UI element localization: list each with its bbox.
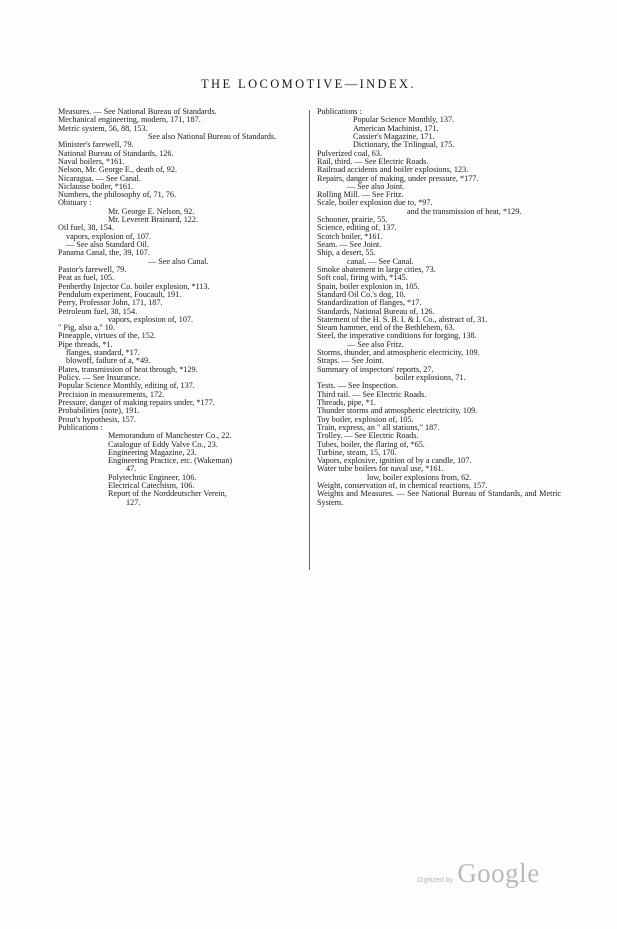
watermark-prefix: Digitized by [417,877,454,884]
index-entry: Tests. — See Inspection. [317,381,399,391]
index-entry: Rolling Mill. — See Fritz. [317,190,404,200]
index-entry: Niclausse boiler, *161. [58,181,134,191]
index-entry: Smoke abatement in large cities, 73. [317,264,436,274]
index-entry: Vapors, explosive, ignition of by a candle, 107. [317,456,472,466]
index-entry: and the transmission of heat, *129. [407,206,522,216]
index-entry: Weights and Measures. — See National Bureau of Standards, and Metric System. [317,489,561,507]
index-entry: Scotch boiler, *161. [317,231,383,241]
index-entry: Scale, boiler explosion due to, *97. [317,198,433,208]
index-entry: Nicaragua. — See Canal. [58,173,141,183]
index-entry: Steel, the imperative conditions for forging, 138. [317,331,477,341]
index-entry: Pulverized coal, 63. [317,148,383,158]
index-entry: Ship, a desert, 55. [317,248,376,258]
index-entry: 127. [126,497,141,507]
index-entry: — See also Joint. [347,181,405,191]
index-entry: flanges, standard, *17. [66,348,140,358]
index-entry: blowoff, failure of a, *49. [66,356,151,366]
index-entry: Science, editing of, 137. [317,223,397,233]
index-entry: Publications : [317,107,362,116]
index-entry: Mechanical engineering, modern, 171, 187. [58,115,201,125]
index-entry: Panama Canal, the, 39, 107. [58,248,150,258]
index-entry: Third rail. — See Electric Roads. [317,389,427,399]
index-entry: Railroad accidents and boiler explosions, 123. [317,165,469,175]
index-entry: vapors, explosion of, 107. [66,231,152,241]
index-entry: Storms, thunder, and atmospheric electricity, 109. [317,348,480,358]
index-entry: Steam hammer, end of the Bethlehem, 63. [317,323,455,333]
index-entry: Policy. — See Insurance. [58,373,141,382]
index-entry: Repairs, danger of making, under pressure, *177. [317,173,479,183]
index-entry: Seam. — See Joint. [317,240,382,249]
index-entry: " Pig, also a," 10. [58,323,115,333]
index-entry: Rail, third. — See Electric Roads. [317,156,429,166]
index-entry: Popular Science Monthly, 137. [353,115,455,125]
index-entry: Catalogue of Eddy Valve Co., 23. [108,439,218,449]
index-entry: boiler explosions, 71. [395,373,466,382]
index-entry: Pendulum experiment, Foucault, 191. [58,289,182,299]
index-entry: Tubes, boiler, the flaring of, *65. [317,439,425,449]
index-entry: Soft coal, firing with, *145. [317,273,408,283]
index-entry: Engineering Magazine, 23. [108,447,197,457]
index-entry: Measures. — See National Bureau of Standards. [58,107,217,116]
index-entry: Engineering Practice, etc. (Wakeman) [108,456,233,466]
index-column-left [58,108,304,507]
index-entry: Statement of the H. S. B. I. & I. Co., abstract of, 31. [317,314,488,324]
index-entry: Dictionary, the Trilingual, 175. [353,140,455,150]
index-entry: Publications : [58,422,103,432]
index-entry: — See also Standard Oil. [66,240,149,249]
index-entry: Oil fuel, 38, 154. [58,223,114,233]
index-column-right [317,108,561,507]
index-entry: Obituary : [58,198,92,208]
index-entry: Pineapple, virtues of the, 152. [58,331,157,341]
index-entry: Numbers, the philosophy of, 71, 76. [58,190,177,200]
index-entry: Train, express, an " all stations," 187. [317,422,440,432]
index-entry: — See also Fritz. [347,339,404,349]
index-entry: Polytechnic Engineer, 106. [108,472,197,482]
index-entry: Minister's farewell, 79. [58,140,134,150]
index-entry: Water tube boilers for naval use, *161. [317,464,444,474]
index-entry: Report of the Norddeutscher Verein, [108,489,227,499]
index-entry: Plates, transmission of heat through, *129. [58,364,198,374]
index-entry: Turbine, steam, 15, 170. [317,447,397,457]
index-entry: Schooner, prairie, 55. [317,215,388,225]
index-entry: Metric system, 56, 88, 153. [58,123,148,133]
digitized-by-google-watermark [417,858,540,889]
index-entry: Prout's hypothesis, 157. [58,414,136,424]
google-logo: Google [457,858,540,888]
index-entry: canal. — See Canal. [347,256,414,266]
index-entry: See also National Bureau of Standards. [148,131,277,141]
index-entry: vapors, explosion of, 107. [108,314,194,324]
index-entry: Memorandum of Manchester Co., 22. [108,431,232,441]
index-entry: Pastor's farewell, 79. [58,264,127,274]
index-entry: Electrical Catechism, 106. [108,481,195,491]
index-entry: Mr. Leverett Brainard, 122. [108,215,199,225]
index-entry: Peat as fuel, 105. [58,273,115,283]
index-entry: Toy boiler, explosion of, 105. [317,414,414,424]
index-entry: Pressure, danger of making repairs under, *177. [58,397,215,407]
index-entry: Naval boilers, *161. [58,156,125,166]
index-entry: Spain, boiler explosion in, 105. [317,281,420,291]
index-entry: low, boiler explosions from, 62. [367,472,472,482]
index-entry: Thunder storms and atmospheric electricity, 109. [317,406,478,416]
index-entry: Precision in measurements, 172. [58,389,165,399]
index-entry: 47. [126,464,137,474]
index-entry: Weight, conservation of, in chemical reactions, 157. [317,481,488,491]
index-entry: Standards, National Bureau of, 126. [317,306,435,316]
page-title: THE LOCOMOTIVE—INDEX. [201,77,416,91]
column-divider [309,110,310,570]
index-entry: Cassier's Magazine, 171. [353,131,435,141]
index-entry: Mr. George E. Nelson, 92. [108,206,195,216]
index-entry: Threads, pipe, *1. [317,397,376,407]
index-entry: Probabilities (note), 191. [58,406,140,416]
index-entry: Standardization of flanges, *17. [317,298,422,308]
index-entry: Standard Oil Co.'s dog, 10. [317,289,406,299]
index-entry: Straps. — See Joint. [317,356,384,366]
index-entry: Summary of inspectors' reports, 27. [317,364,434,374]
index-entry: Petroleum fuel, 38, 154. [58,306,138,316]
index-entry: Penberthy Injector Co. boiler explosion, *113. [58,281,210,291]
index-entry: Popular Science Monthly, editing of, 137. [58,381,195,391]
index-entry: Nelson, Mr. George E., death of, 92. [58,165,177,175]
index-entry: National Bureau of Standards, 126. [58,148,174,158]
index-entry: Pipe threads, *1. [58,339,113,349]
index-entry: American Machinist, 171. [353,123,439,133]
index-entry: Trolley. — See Electric Roads. [317,431,419,441]
index-entry: — See also Canal. [148,256,209,266]
index-entry: Perry, Professor John, 171, 187. [58,298,163,308]
